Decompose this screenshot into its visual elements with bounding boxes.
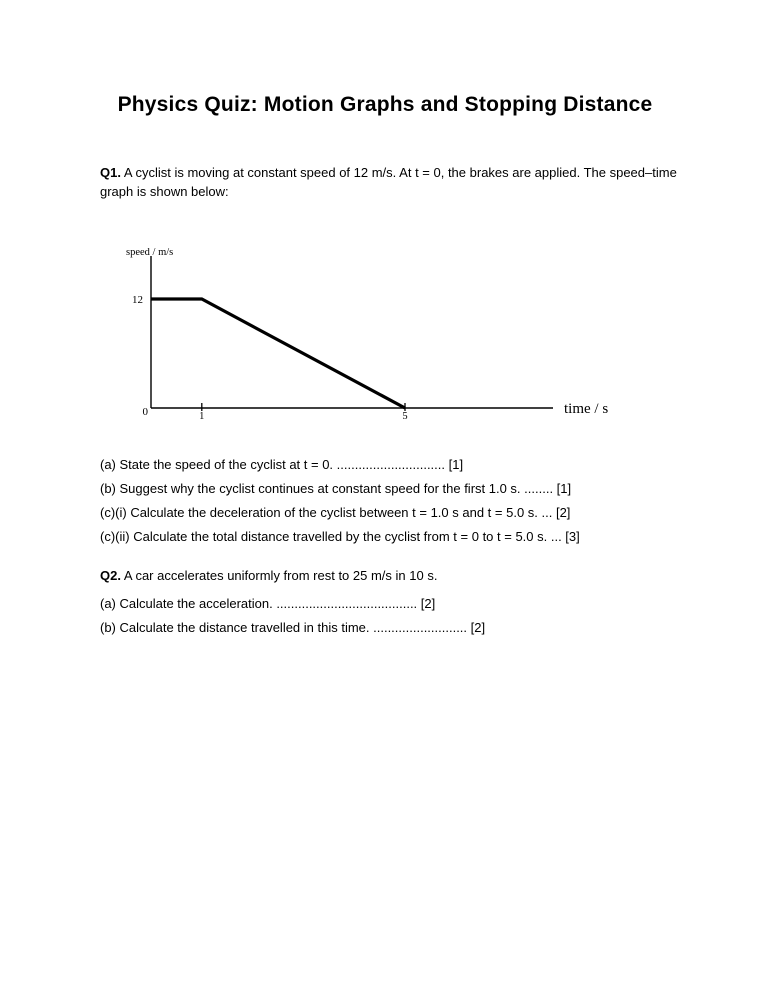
y-tick-labels xyxy=(132,294,143,306)
x-tick-label: 5 xyxy=(402,411,408,422)
page-title: Physics Quiz: Motion Graphs and Stopping Distance xyxy=(117,93,653,116)
q2-intro-text: A car accelerates uniformly from rest to 25 m/s in 10 s. xyxy=(123,568,438,583)
q1-part-b: (b) Suggest why the cyclist continues at constant speed for the first 1.0 s. ........ [1] xyxy=(100,481,572,496)
speed-time-graph xyxy=(100,235,660,430)
q1-part-a: (a) State the speed of the cyclist at t = 0. .............................. [1] xyxy=(100,457,464,472)
q2-intro xyxy=(100,566,682,585)
q2-part-a: (a) Calculate the acceleration. ....................................... [2] xyxy=(100,596,436,611)
y-tick-label: 12 xyxy=(132,294,143,307)
q1-intro xyxy=(100,163,682,201)
x-tick-label: 1 xyxy=(199,411,205,422)
q2-part-b: (b) Calculate the distance travelled in this time. .......................... [2] xyxy=(100,620,486,635)
x-axis-label: time / s xyxy=(564,401,609,417)
origin-label: 0 xyxy=(142,406,148,418)
x-ticks xyxy=(199,403,407,422)
q2-label: Q2. xyxy=(100,568,121,583)
q1-label: Q1. xyxy=(100,165,121,180)
speed-line xyxy=(151,299,405,408)
y-axis-label: speed / m/s xyxy=(126,247,174,258)
q1-part-cii: (c)(ii) Calculate the total distance travelled by the cyclist from t = 0 to t = 5.0 s. ... [3] xyxy=(100,529,580,544)
q1-part-ci: (c)(i) Calculate the deceleration of the cyclist between t = 1.0 s and t = 5.0 s. ... [2] xyxy=(100,505,571,520)
q1-intro-text: A cyclist is moving at constant speed of 12 m/s. At t = 0, the brakes are applied. The speed–time graph is shown below: xyxy=(100,165,677,199)
